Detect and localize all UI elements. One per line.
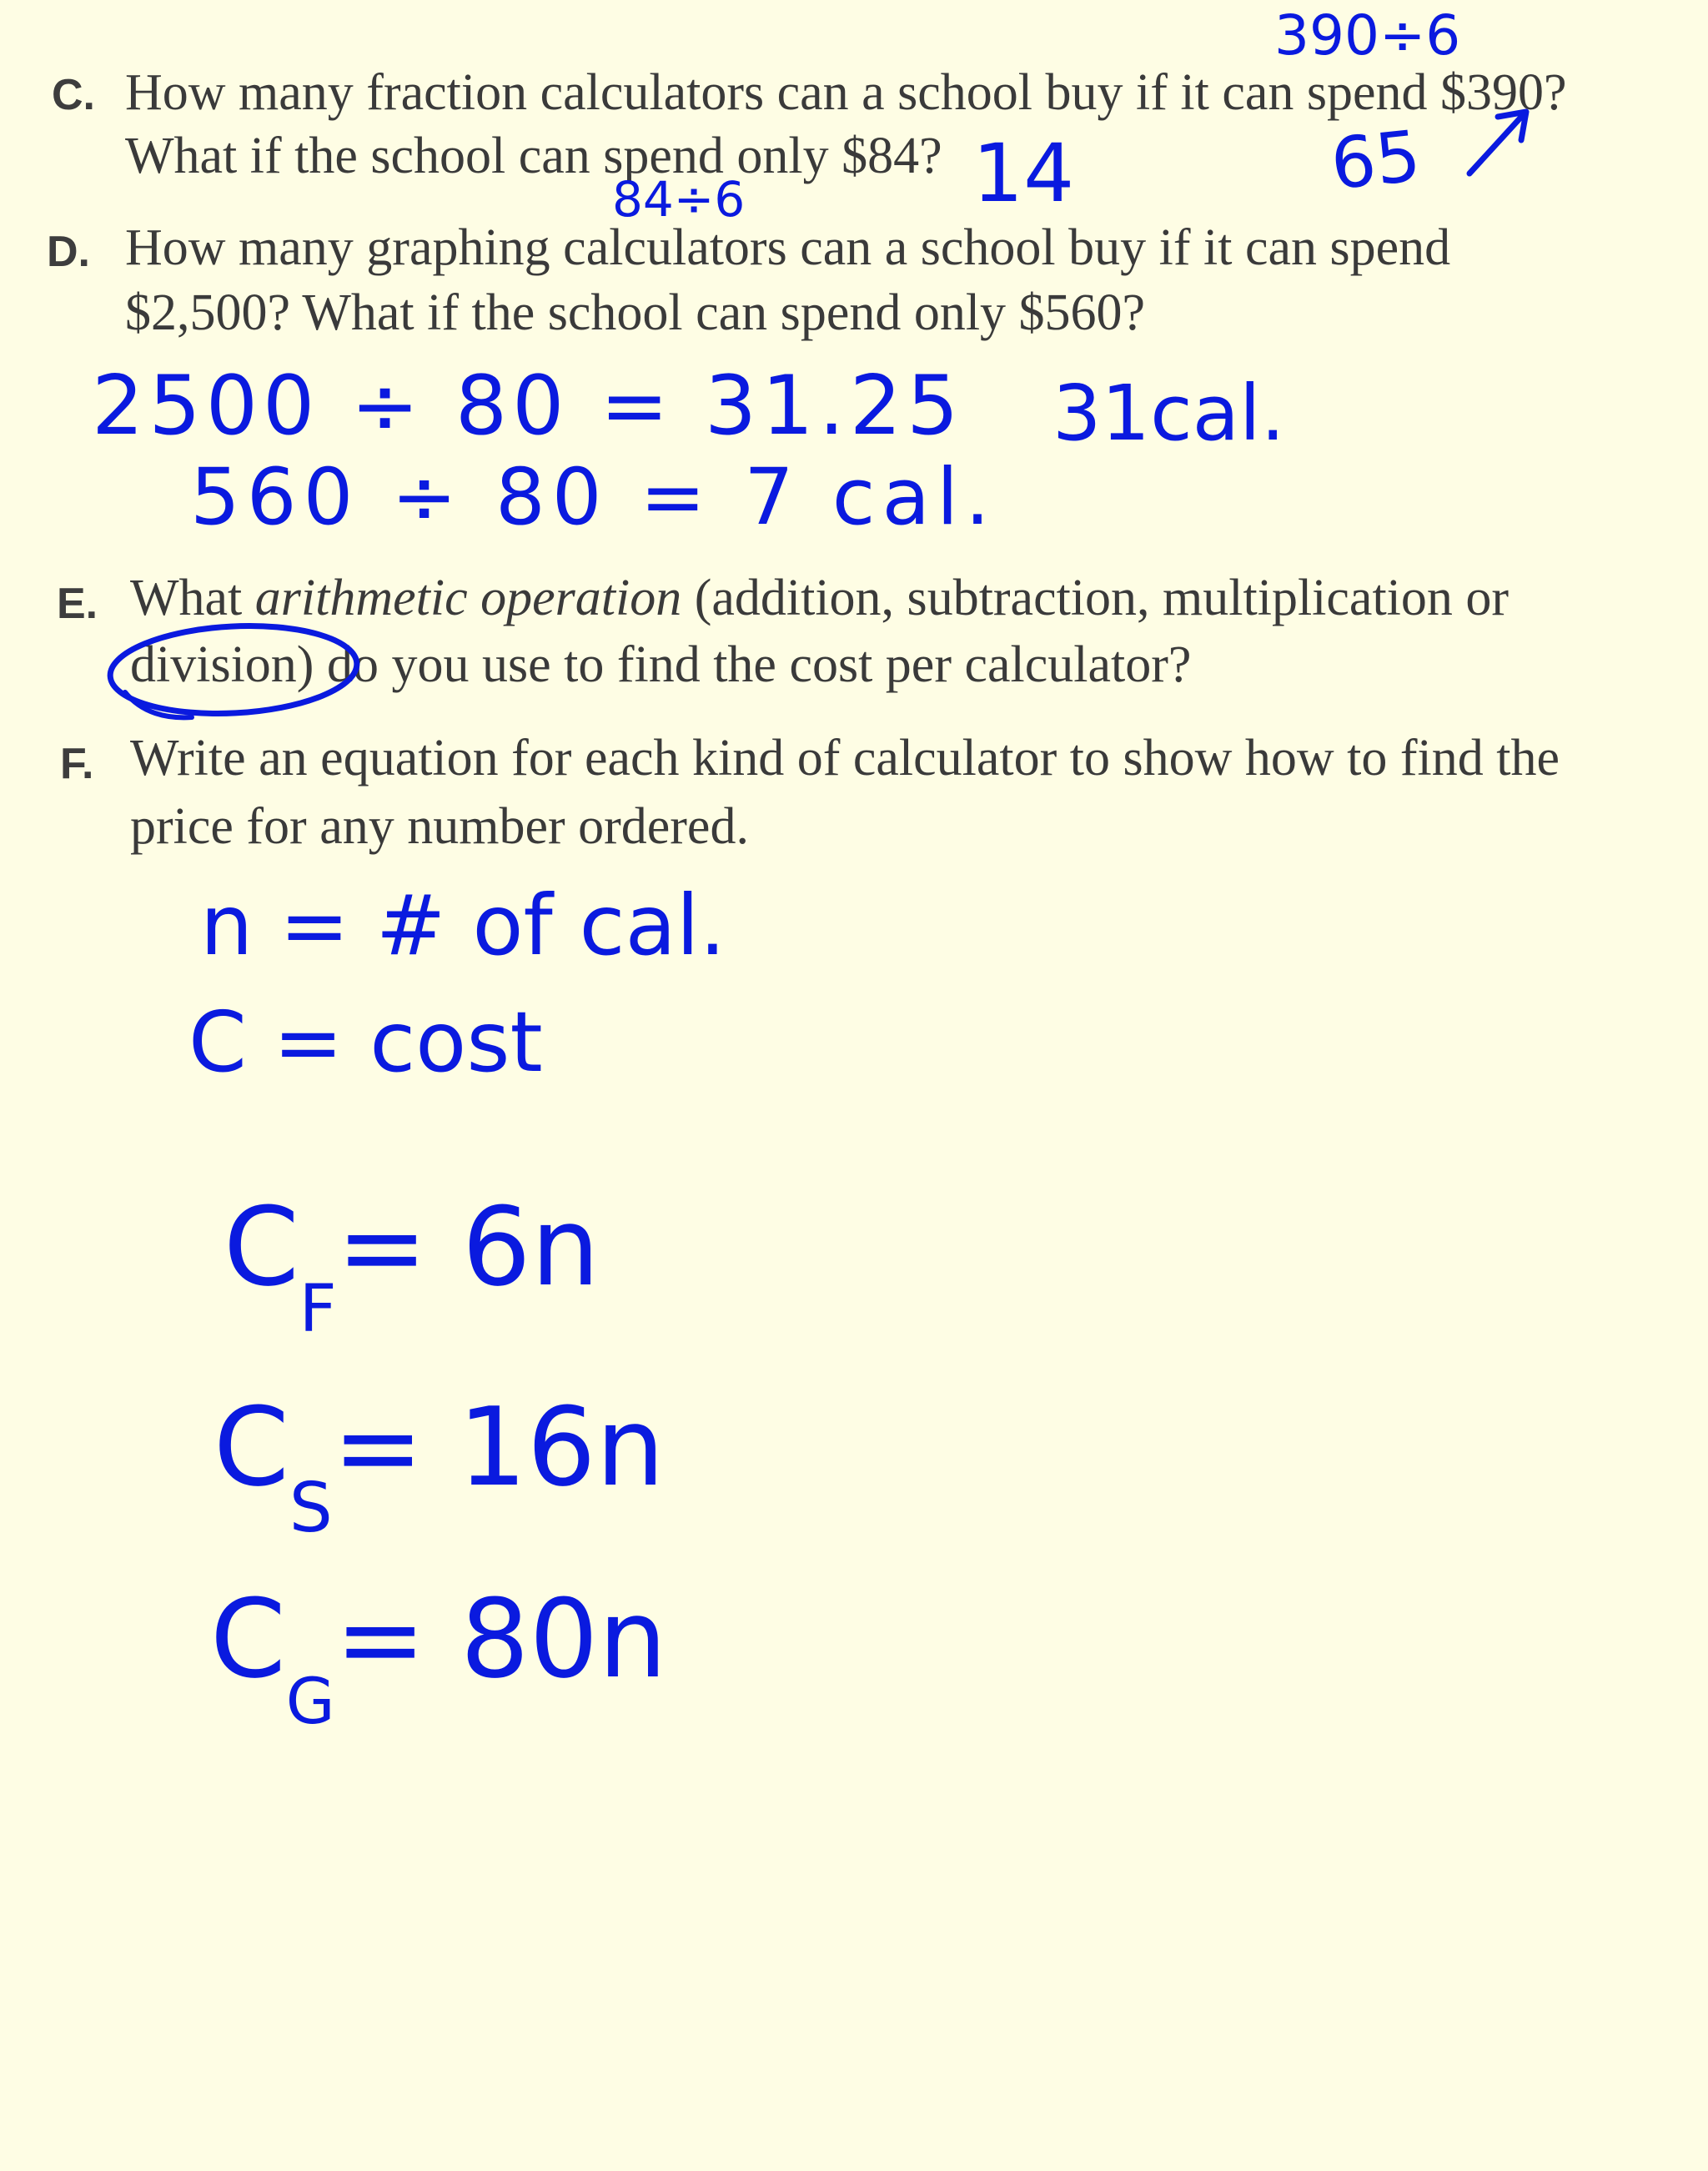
- question-d-line-1: How many graphing calculators can a school buy if it can spend: [125, 219, 1451, 276]
- handwriting-d-line-1-answer: 31cal.: [1052, 369, 1285, 458]
- question-e-line-1-start: What: [130, 570, 255, 626]
- question-e-line-1: [130, 572, 1509, 624]
- equation-fraction-rhs: = 6n: [336, 1183, 600, 1310]
- question-d-letter: D.: [47, 228, 90, 276]
- equation-scientific-cost: C: [214, 1384, 289, 1510]
- question-e-italic-term: arithmetic operation: [254, 570, 682, 626]
- equation-fraction-subscript: F: [299, 1272, 337, 1347]
- handwriting-equation-graphing: [210, 1575, 667, 1738]
- equation-graphing-rhs: = 80n: [334, 1575, 667, 1702]
- handwriting-c-calc-390: 390÷6: [1274, 3, 1461, 68]
- handwriting-c-calc-84: 84÷6: [612, 171, 746, 228]
- handwriting-equation-fraction: [224, 1183, 600, 1347]
- arrow-to-390: [1469, 112, 1526, 173]
- handwriting-f-define-n: n = # of cal.: [200, 877, 726, 974]
- handwriting-c-answer-390: 65: [1327, 114, 1424, 206]
- equation-fraction-cost: C: [224, 1183, 299, 1310]
- equation-scientific-rhs: = 16n: [332, 1384, 665, 1510]
- question-f-line-2: price for any number ordered.: [130, 798, 749, 855]
- question-e-letter: E.: [57, 580, 98, 628]
- equation-graphing-subscript: G: [285, 1664, 335, 1738]
- question-f-letter: F.: [60, 740, 94, 788]
- handwriting-d-line-1-expression: 2500 ÷ 80 = 31.25: [92, 359, 964, 454]
- question-c-letter: C.: [52, 71, 95, 119]
- handwriting-f-define-c: C = cost: [188, 993, 543, 1091]
- equation-graphing-cost: C: [210, 1575, 286, 1702]
- handwriting-c-answer-84: 14: [972, 127, 1075, 220]
- equation-scientific-subscript: S: [289, 1469, 333, 1548]
- handwriting-d-line-2: 560 ÷ 80 = 7 cal.: [190, 452, 997, 543]
- question-c-line-1: How many fraction calculators can a school buy if it can spend $390?: [125, 64, 1567, 121]
- question-c-line-2: What if the school can spend only $84?: [125, 128, 942, 184]
- handwriting-equation-scientific: [214, 1384, 665, 1548]
- question-e-line-2: division) do you use to find the cost per calculator?: [130, 636, 1192, 693]
- circle-tail-stroke: [125, 692, 192, 717]
- question-e-line-1-end: (addition, subtraction, multiplication or: [681, 570, 1510, 626]
- question-f-line-1: Write an equation for each kind of calculator to show how to find the: [130, 730, 1560, 786]
- question-d-line-2: $2,500? What if the school can spend only $560?: [125, 284, 1146, 341]
